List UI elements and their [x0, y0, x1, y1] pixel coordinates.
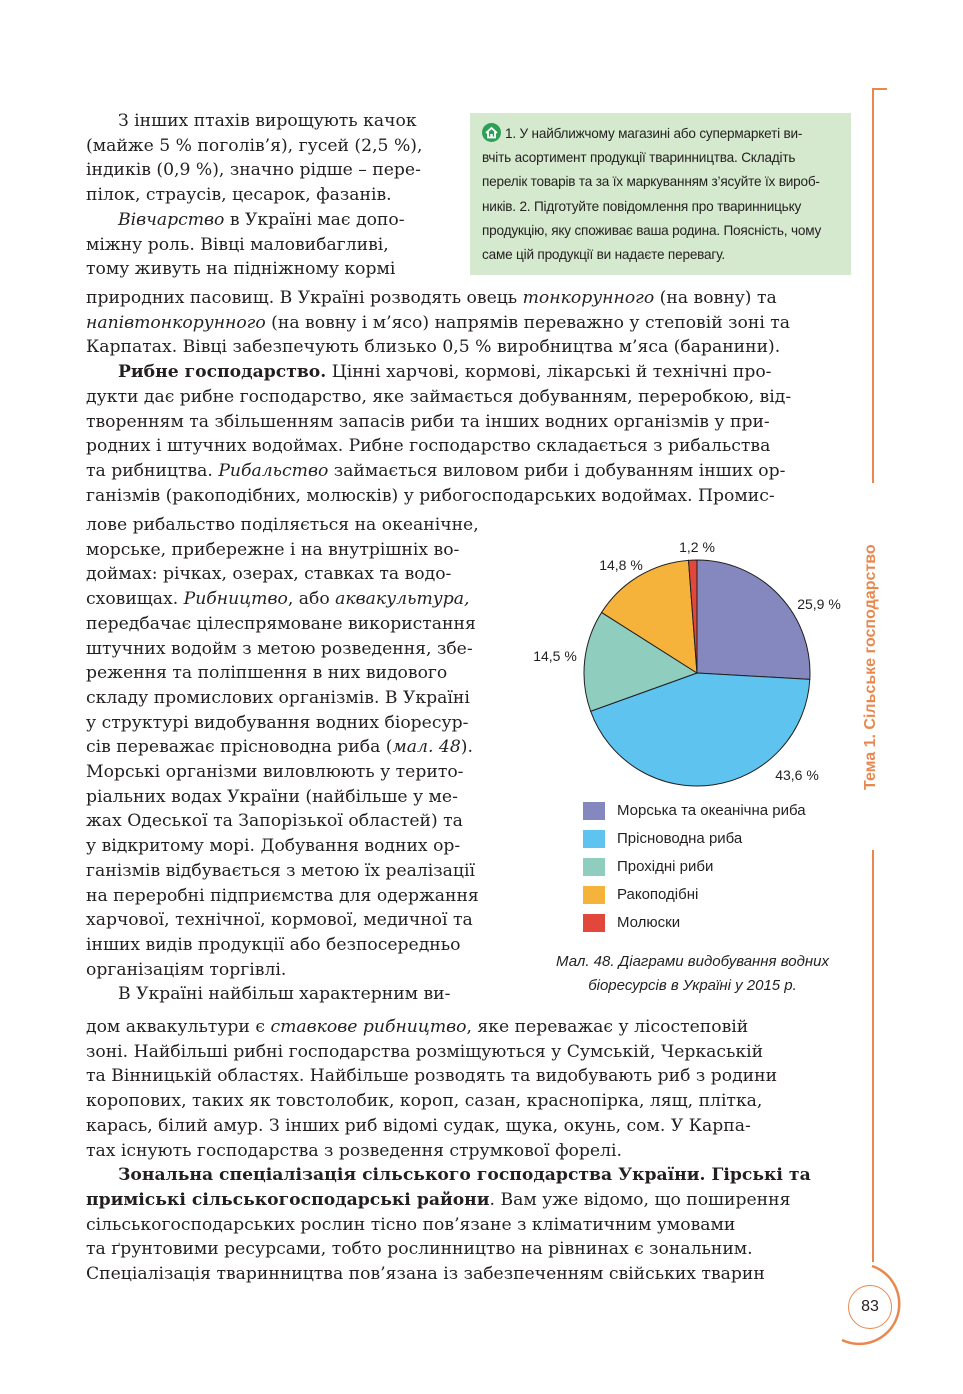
text-line: передбачає цілеспрямоване використання: [86, 613, 476, 634]
legend-swatch: [583, 830, 605, 848]
sidebar-line-bottom: [872, 850, 874, 1262]
text-line: Вівчарство в Україні має допо-: [118, 209, 405, 230]
task-line-1: 1. У найближчому магазині або супермаркеті ви-: [505, 126, 803, 141]
text-line: харчової, технічної, кормової, медичної та: [86, 910, 473, 931]
text-line: (майже 5 % поголів’я), гусей (2,5 %),: [86, 135, 423, 156]
legend-swatch: [583, 802, 605, 820]
text-line: напівтонкорунного (на вовну і м’ясо) напрямів переважно у степовій зоні та: [86, 312, 791, 333]
sidebar-cap-top: [873, 88, 887, 90]
page-number: 83: [848, 1285, 892, 1329]
text-line: організаціям торгівлі.: [86, 959, 287, 980]
text-line: творенням та збільшенням запасів риби та інших водних організмів у при-: [86, 411, 770, 432]
task-line-2: вчіть асортимент продукції тваринництва. Складіть: [482, 150, 796, 166]
text-line: штучних водойм з метою розведення, збе-: [86, 638, 473, 659]
pie-label-3: 14,5 %: [533, 648, 577, 664]
text-line: зоні. Найбільші рибні господарства розміщуються у Сумській, Черкаській: [86, 1041, 764, 1062]
text-line: у відкритому морі. Добування водних ор-: [86, 836, 461, 857]
figure-caption: [520, 950, 865, 998]
legend-label: Прохідні риби: [617, 858, 714, 875]
text-line: пілок, страусів, цесарок, фазанів.: [86, 185, 392, 206]
text-line: та ґрунтовими ресурсами, тобто рослинництво на рівнинах є зональним.: [86, 1239, 753, 1260]
text-line: дом аквакультури є ставкове рибництво, яке переважає у лісостеповій: [86, 1017, 749, 1037]
text-line: коропових, таких як товстолобик, короп, сазан, краснопірка, лящ, плітка,: [86, 1091, 763, 1112]
text-line: дукти дає рибне господарство, яке займається добуванням, переробкою, від-: [86, 386, 792, 407]
pie-label-4: 14,8 %: [599, 557, 643, 573]
text-line: сховищах. Рибництво, або аквакультура,: [86, 589, 470, 610]
pie-slice-1: [697, 560, 810, 679]
legend-swatch: [583, 886, 605, 904]
text-line: на переробні підприємства для одержання: [86, 885, 479, 906]
home-task-icon: [482, 123, 501, 142]
task-box: [470, 113, 851, 275]
task-line-4: ників. 2. Підготуйте повідомлення про тваринницьку: [482, 198, 802, 214]
legend-swatch: [583, 858, 605, 876]
text-line: лове рибальство поділяється на океанічне,: [86, 515, 479, 535]
text-line: Морські організми виловлюють у терито-: [86, 762, 464, 783]
pie-chart: [524, 530, 854, 795]
text-line: Карпатах. Вівці забезпечують близько 0,5 % виробництва м’яса (баранини).: [86, 337, 781, 358]
text-line: тому живуть на підніжному кормі: [86, 259, 396, 280]
text-line: родних і штучних водоймах. Рибне господарство складається з рибальства: [86, 436, 771, 457]
caption-line-1: Мал. 48. Діаграми видобування водних: [556, 953, 829, 970]
legend-label: Морська та океанічна риба: [617, 802, 806, 819]
text-line: сів переважає прісноводна риба (мал. 48).: [86, 737, 473, 758]
legend-label: Прісноводна риба: [617, 830, 743, 847]
legend-swatch: [583, 914, 605, 932]
paragraph-aquaculture-zonal: [86, 1015, 851, 1287]
text-line: Спеціалізація тваринництва пов’язана із забезпеченням свійських тварин: [86, 1264, 765, 1285]
text-line: морське, прибережне і на внутрішніх во-: [86, 539, 460, 560]
text-line: та Вінницькій областях. Найбільше розводять та видобувають риб з родини: [86, 1066, 778, 1087]
text-line: ганізмів (ракоподібних, молюсків) у рибогосподарських водоймах. Промис-: [86, 485, 775, 506]
paragraph-birds: [86, 109, 453, 282]
paragraph-sheep-fish: [86, 286, 851, 508]
text-line: реження та поліпшення в них видового: [86, 663, 448, 684]
text-line: Зональна спеціалізація сільського господарства України. Гірські та: [118, 1165, 811, 1186]
caption-line-2: біоресурсів в Україні у 2015 р.: [588, 977, 797, 994]
paragraph-fishing-column: [86, 513, 505, 1007]
task-line-3: перелік товарів та за їх маркуванням з’ясуйте їх вироб-: [482, 174, 820, 190]
text-line: та рибництва. Рибальство займається виловом риби і добуванням інших ор-: [86, 460, 786, 481]
task-line-6: саме цій продукції ви надаєте перевагу.: [482, 247, 725, 263]
text-line: міжну роль. Вівці маловибагливі,: [86, 234, 389, 255]
text-line: З інших птахів вирощують качок: [118, 111, 417, 131]
text-line: природних пасовищ. В Україні розводять овець тонкорунного (на вовну) та: [86, 288, 777, 308]
text-line: тах існують господарства з розведення струмкової форелі.: [86, 1140, 622, 1161]
text-line: індиків (0,9 %), значно рідше – пере-: [86, 160, 421, 181]
text-line: Рибне господарство. Цінні харчові, кормові, лікарські й технічні про-: [118, 362, 772, 383]
text-line: В Україні найбільш характерним ви-: [118, 984, 451, 1005]
text-line: складу промислових організмів. В Україні: [86, 687, 470, 708]
text-line: інших видів продукції або безпосередньо: [86, 934, 461, 955]
text-line: сільськогосподарських рослин тісно пов’язане з кліматичним умовами: [86, 1214, 736, 1235]
pie-label-2: 43,6 %: [775, 767, 819, 783]
text-line: приміські сільськогосподарські райони. Вам уже відомо, що поширення: [86, 1189, 791, 1210]
text-line: карась, білий амур. З інших риб відомі судак, щука, окунь, сом. У Карпа-: [86, 1115, 751, 1136]
legend-label: Молюски: [617, 914, 681, 931]
text-line: ганізмів відбувається з метою їх реалізації: [86, 860, 475, 881]
sidebar-line-top: [872, 88, 874, 483]
pie-label-1: 25,9 %: [797, 596, 841, 612]
pie-label-5: 1,2 %: [679, 539, 715, 555]
text-line: у структурі видобування водних біоресур-: [86, 712, 469, 733]
text-line: доймах: річках, озерах, ставках та водо-: [86, 564, 452, 585]
text-line: жах Одеської та Запорізької областей) та: [86, 811, 463, 832]
task-line-5: продукцію, яку споживає ваша родина. Поясність, чому: [482, 222, 822, 238]
legend-label: Ракоподібні: [617, 886, 699, 903]
text-line: ріальних водах України (найбільше у ме-: [86, 786, 458, 807]
